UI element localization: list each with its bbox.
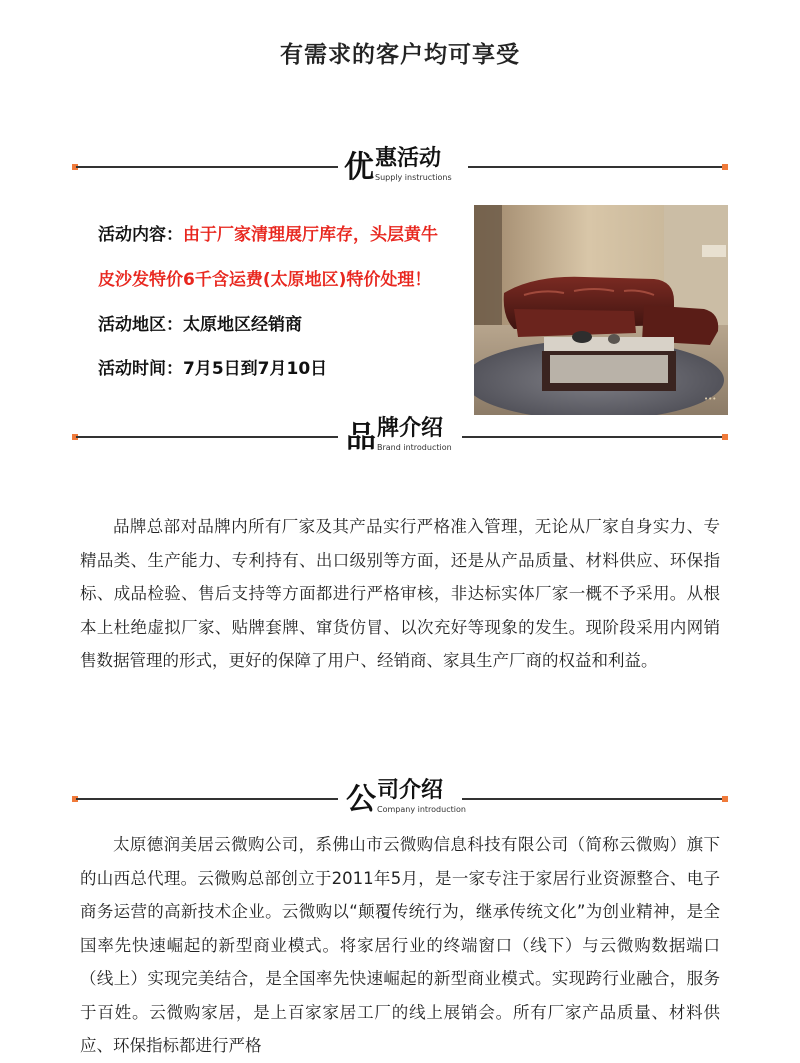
divider-line: [468, 166, 724, 168]
company-intro-text: 太原德润美居云微购公司，系佛山市云微购信息科技有限公司（简称云微购）旗下的山西总代理。云微购总部创立于2011年5月，是一家专注于家居行业资源整合、电子商务运营的高新技术企业。云微购以“颠覆传统行为，继承传统文化”为创业精神，是全国率先快速崛起的新型商业模式。将家居行业的终端窗口（线下）与云微购数据端口（线上）实现完美结合，是全国率先快速崛起的新型商业模式。实现跨行业融合，服务于百姓。云微购家居，是上百家家居工厂的线上展销会。所有厂家产品质量、材料供应、环保指标都进行严格: [80, 835, 720, 1055]
brand-heading: [346, 412, 452, 456]
promotion-content-line-2: [98, 265, 431, 290]
company-heading-en: Company introduction: [377, 805, 466, 814]
promotion-heading: [344, 142, 452, 186]
orange-dot-icon: [722, 796, 728, 802]
orange-dot-icon: [722, 434, 728, 440]
divider-line: [462, 436, 724, 438]
promotion-content-text-1: 由于厂家清理展厅库存，头层黄牛: [183, 225, 438, 245]
divider-line: [462, 798, 724, 800]
orange-dot-icon: [722, 164, 728, 170]
promotion-content-label: 活动内容：: [98, 225, 183, 245]
promotion-content-text-2: 皮沙发特价6千含运费(太原地区)特价处理！: [98, 270, 432, 290]
company-heading: [346, 774, 466, 818]
page-title: 有需求的客户均可享受: [280, 42, 520, 68]
promotion-region-value: 太原地区经销商: [183, 315, 302, 335]
brand-section-header: [72, 416, 728, 464]
promotion-section-header: [72, 146, 728, 194]
brand-heading-en: Brand introduction: [377, 443, 452, 452]
promotion-heading-big: 优: [344, 150, 374, 185]
brand-intro-text: 品牌总部对品牌内所有厂家及其产品实行严格准入管理，无论从厂家自身实力、专精品类、生产能力、专利持有、出口级别等方面，还是从产品质量、材料供应、环保指标、成品检验、售后支持等方面都进行严格审核，非达标实体厂家一概不予采用。从根本上杜绝虚拟厂家、贴牌套牌、窜货仿冒、以次充好等现象的发生。现阶段采用内网销售数据管理的形式，更好的保障了用户、经销商、家具生产厂商的权益和利益。: [80, 517, 720, 670]
company-heading-big: 公: [346, 782, 376, 817]
divider-line: [76, 436, 338, 438]
promotion-time-value: 7月5日到7月10日: [183, 359, 328, 379]
promotion-time-label: 活动时间：: [98, 359, 183, 379]
promotion-heading-cn: 惠活动: [375, 146, 442, 171]
svg-text:•••: •••: [704, 395, 717, 403]
sofa-product-photo: [474, 205, 728, 415]
divider-line: [76, 166, 338, 168]
promotion-heading-en: Supply instructions: [375, 173, 452, 182]
brand-heading-cn: 牌介绍: [377, 416, 444, 441]
promotion-time-line: [98, 354, 327, 379]
promotion-region-label: 活动地区：: [98, 315, 183, 335]
company-section-header: [72, 778, 728, 826]
company-heading-cn: 司介绍: [377, 778, 444, 803]
promotion-content-line-1: [98, 220, 438, 245]
divider-line: [76, 798, 338, 800]
brand-heading-big: 品: [346, 420, 376, 455]
promotion-region-line: [98, 310, 302, 335]
sofa-photo-illustration: [474, 205, 728, 415]
